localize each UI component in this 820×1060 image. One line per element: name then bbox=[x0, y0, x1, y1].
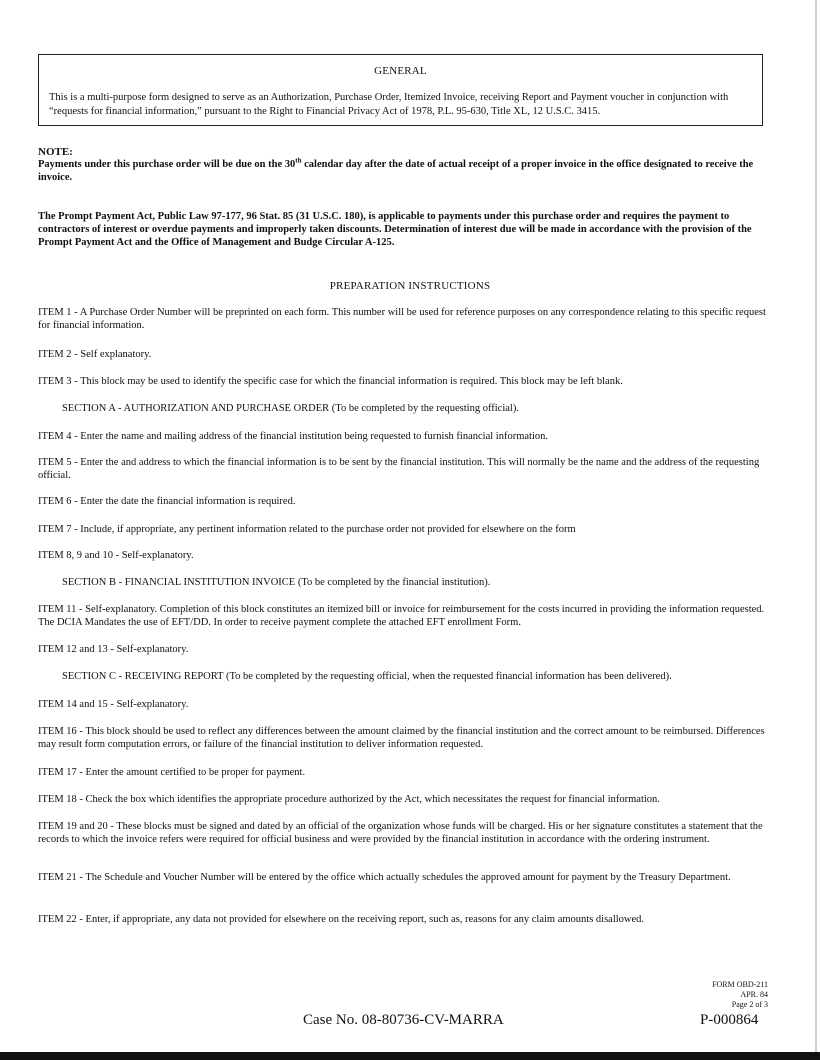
general-box bbox=[38, 54, 763, 126]
case-number: Case No. 08-80736-CV-MARRA bbox=[303, 1012, 504, 1028]
form-date: APR. 84 bbox=[740, 990, 768, 999]
item-22: ITEM 22 - Enter, if appropriate, any data not provided for elsewhere on the receiving report, such as, reasons for any claim amounts disallowed. bbox=[38, 914, 645, 925]
general-title: GENERAL bbox=[374, 65, 427, 77]
note-text: Payments under this purchase order will be due on the 30th calendar day after the date of actual receipt of a proper invoice in the office designated to receive the invoice. bbox=[38, 156, 754, 183]
section-b-heading: SECTION B - FINANCIAL INSTITUTION INVOICE (To be completed by the financial institution). bbox=[62, 577, 491, 588]
item-8-10: ITEM 8, 9 and 10 - Self-explanatory. bbox=[38, 550, 194, 561]
section-a-heading: SECTION A - AUTHORIZATION AND PURCHASE ORDER (To be completed by the requesting official). bbox=[62, 403, 519, 414]
item-4: ITEM 4 - Enter the name and mailing address of the financial institution being requested to furnish financial information. bbox=[38, 431, 548, 442]
item-2: ITEM 2 - Self explanatory. bbox=[38, 349, 152, 360]
scan-edge-line bbox=[815, 0, 817, 1052]
page-number: Page 2 of 3 bbox=[731, 1000, 768, 1009]
general-text: This is a multi-purpose form designed to serve as an Authorization, Purchase Order, Itemized Invoice, receiving Report and Payment voucher in conjunction with “requests for financial information,” pursuant to the Right to Financial Privacy Act of 1978, P.L. 95-630, Title XL, 12 U.S.C. 3415. bbox=[49, 92, 729, 117]
item-19-20: ITEM 19 and 20 - These blocks must be signed and dated by an official of the organization whose funds will be charged. His or her signature constitutes a statement that the records to which the invoice refers were required for official business and were provided by the financial institution in accordance with the ordering instrument. bbox=[38, 821, 763, 845]
section-c-heading: SECTION C - RECEIVING REPORT (To be completed by the requesting official, when the requested financial information has been delivered). bbox=[62, 671, 672, 682]
scan-bottom-bar bbox=[0, 1052, 820, 1060]
bates-number: P-000864 bbox=[700, 1012, 759, 1028]
note-label: NOTE: bbox=[38, 146, 73, 158]
form-id: FORM OBD-211 bbox=[712, 980, 768, 989]
item-21: ITEM 21 - The Schedule and Voucher Number will be entered by the office which actually schedules the approved amount for payment by the Treasury Department. bbox=[38, 872, 731, 883]
prompt-payment-text: The Prompt Payment Act, Public Law 97-177, 96 Stat. 85 (31 U.S.C. 180), is applicable to payments under this purchase order and requires the payment to contractors of interest or overdue payments and improperly taken discounts. Determination of interest due will be made in accordance with the provision of the Prompt Payment Act and the Office of Management and Budge Circular A-125. bbox=[38, 211, 752, 248]
item-12-13: ITEM 12 and 13 - Self-explanatory. bbox=[38, 644, 189, 655]
item-7: ITEM 7 - Include, if appropriate, any pertinent information related to the purchase order not provided for elsewhere on the form bbox=[38, 524, 576, 535]
item-5: ITEM 5 - Enter the and address to which the financial information is to be sent by the financial institution. This will normally be the name and the address of the requesting official. bbox=[38, 457, 760, 481]
preparation-instructions-title: PREPARATION INSTRUCTIONS bbox=[329, 280, 491, 292]
item-3: ITEM 3 - This block may be used to identify the specific case for which the financial information is required. This block may be left blank. bbox=[38, 376, 623, 387]
item-1: ITEM 1 - A Purchase Order Number will be preprinted on each form. This number will be used for reference purposes on any correspondence relating to this specific request for financial information. bbox=[38, 307, 766, 331]
item-16: ITEM 16 - This block should be used to reflect any differences between the amount claimed by the financial institution and the correct amount to be reimbursed. Differences may result form computation errors, or failure of the financial institution to deliver information requested. bbox=[38, 726, 765, 750]
form-identifier bbox=[712, 980, 768, 1010]
item-14-15: ITEM 14 and 15 - Self-explanatory. bbox=[38, 699, 189, 710]
item-11: ITEM 11 - Self-explanatory. Completion of this block constitutes an itemized bill or invoice for reimbursement for the costs incurred in providing the information requested. The DCIA Mandates the use of EFT/DD. In order to receive payment complete the attached EFT enrollment Form. bbox=[38, 604, 765, 628]
item-6: ITEM 6 - Enter the date the financial information is required. bbox=[38, 496, 296, 507]
item-18: ITEM 18 - Check the box which identifies the appropriate procedure authorized by the Act, which necessitates the request for financial information. bbox=[38, 794, 660, 805]
item-17: ITEM 17 - Enter the amount certified to be proper for payment. bbox=[38, 767, 306, 778]
